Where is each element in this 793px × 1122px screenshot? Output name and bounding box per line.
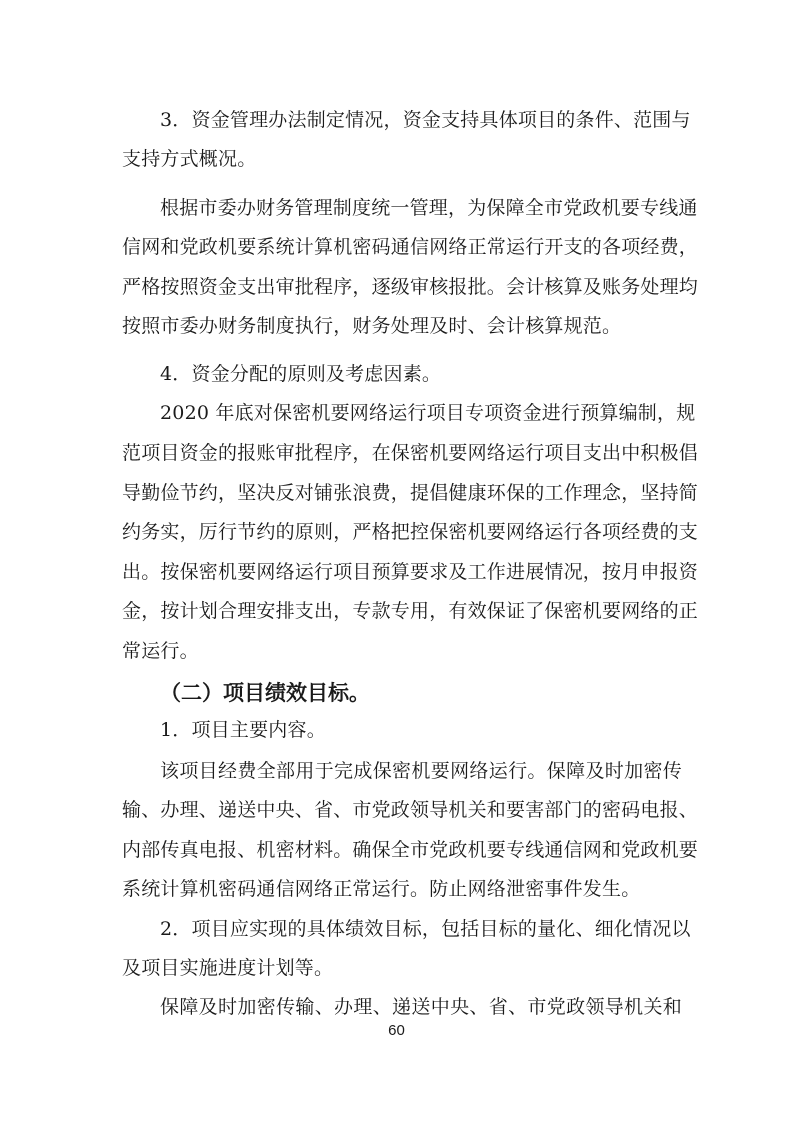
- text-line: 出。按保密机要网络运行项目预算要求及工作进展情况，按月申报资: [122, 561, 699, 583]
- text-line: 信网和党政机要系统计算机密码通信网络正常运行开支的各项经费，: [122, 236, 699, 258]
- text-line: 4．资金分配的原则及考虑因素。: [160, 363, 442, 385]
- text-line: 1．项目主要内容。: [160, 719, 326, 741]
- text-line: 保障及时加密传输、办理、递送中央、省、市党政领导机关和: [160, 996, 682, 1018]
- text-line: 及项目实施进度计划等。: [122, 957, 334, 979]
- text-line: 内部传真电报、机密材料。确保全市党政机要专线通信网和党政机要: [122, 839, 699, 861]
- text-line: 约务实，厉行节约的原则，严格把控保密机要网络运行各项经费的支: [122, 521, 699, 543]
- text-line: 范项目资金的报账审批程序，在保密机要网络运行项目支出中积极倡: [122, 442, 699, 464]
- page-number: 60: [388, 1022, 405, 1039]
- text-line: 支持方式概况。: [122, 148, 257, 170]
- text-line: 2020 年底对保密机要网络运行项目专项资金进行预算编制，规: [160, 402, 696, 424]
- section-heading: （二）项目绩效目标。: [160, 681, 370, 705]
- text-line: 按照市委办财务制度执行，财务处理及时、会计核算规范。: [122, 315, 622, 337]
- text-line: 2．项目应实现的具体绩效目标，包括目标的量化、细化情况以: [160, 918, 691, 940]
- text-line: 常运行。: [122, 640, 199, 662]
- text-line: 导勤俭节约，坚决反对铺张浪费，提倡健康环保的工作理念，坚持简: [122, 482, 699, 504]
- text-line: 金，按计划合理安排支出，专款专用，有效保证了保密机要网络的正: [122, 600, 699, 622]
- text-line: 系统计算机密码通信网络正常运行。防止网络泄密事件发生。: [122, 878, 641, 900]
- text-line: 严格按照资金支出审批程序，逐级审核报批。会计核算及账务处理均: [122, 276, 699, 298]
- text-line: 根据市委办财务管理制度统一管理，为保障全市党政机要专线通: [160, 197, 698, 219]
- text-line: 该项目经费全部用于完成保密机要网络运行。保障及时加密传: [160, 760, 682, 782]
- text-line: 输、办理、递送中央、省、市党政领导机关和要害部门的密码电报、: [122, 799, 699, 821]
- text-line: 3．资金管理办法制定情况，资金支持具体项目的条件、范围与: [160, 109, 691, 131]
